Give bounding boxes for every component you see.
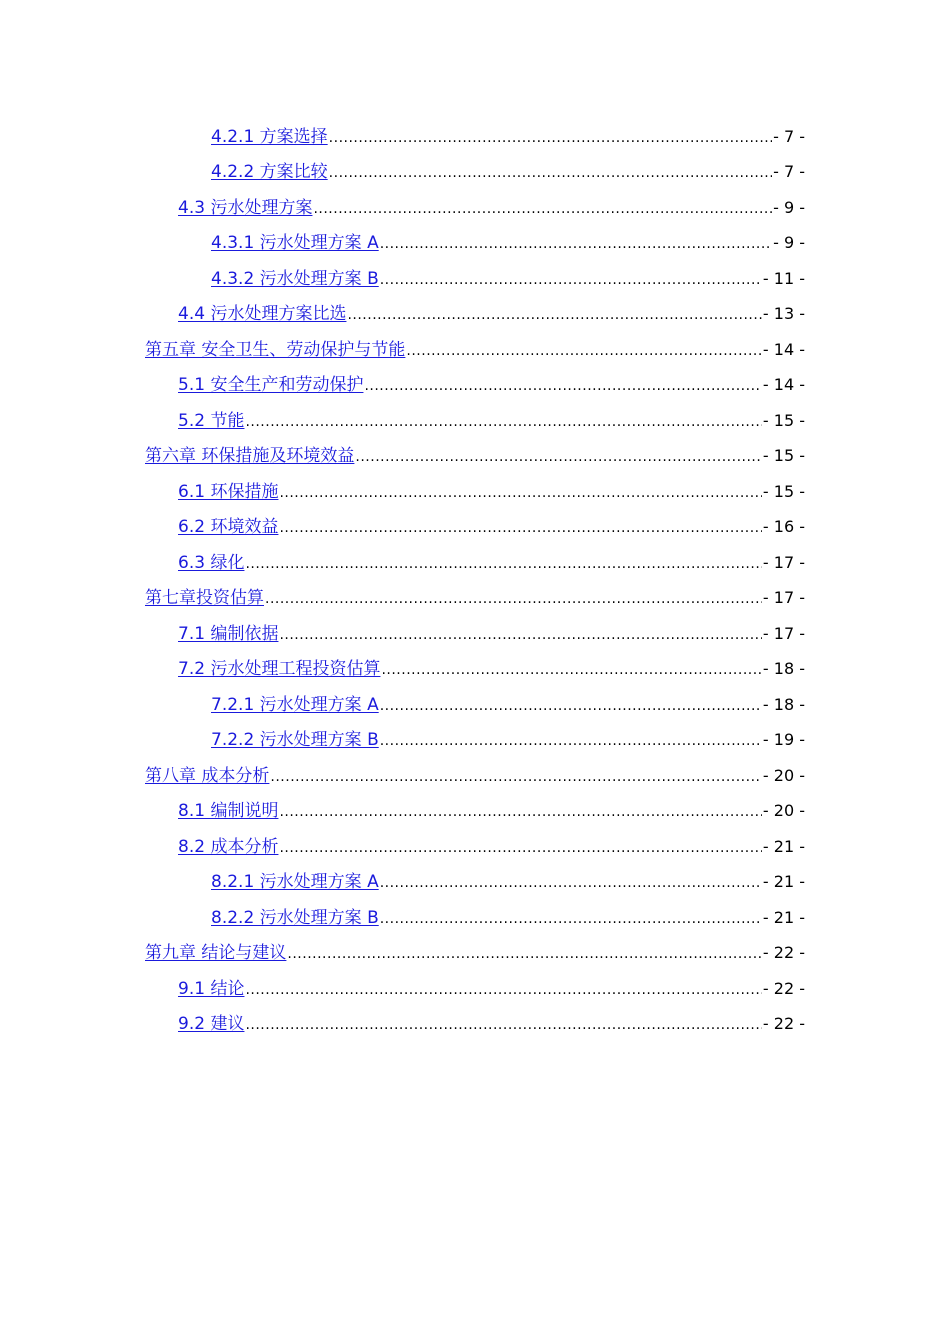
toc-entry[interactable]	[145, 722, 805, 758]
toc-entry-link[interactable]: 6.2 环境效益	[178, 517, 279, 537]
toc-entry-link[interactable]: 4.2.2 方案比较	[211, 162, 328, 182]
toc-page-number: - 14 -	[762, 375, 805, 394]
toc-page-number: - 11 -	[762, 268, 805, 288]
toc-entry-link[interactable]: 7.2.1 污水处理方案 A	[211, 694, 379, 715]
dot-leader	[381, 663, 761, 677]
toc-entry-link[interactable]: 7.2 污水处理工程投资估算	[178, 659, 381, 679]
toc-page-number: - 19 -	[762, 730, 805, 749]
dot-leader	[313, 202, 772, 216]
toc-entry[interactable]	[145, 580, 805, 616]
dot-leader	[279, 486, 761, 500]
dot-leader	[380, 734, 762, 748]
toc-entry-link[interactable]: 8.2.1 污水处理方案 A	[211, 872, 379, 892]
toc-page-number: - 9 -	[773, 233, 805, 252]
toc-page-number: - 15 -	[762, 481, 805, 501]
toc-entry[interactable]	[145, 970, 805, 1006]
dot-leader	[279, 628, 761, 642]
toc-entry-link[interactable]: 4.2.1 方案选择	[211, 126, 328, 147]
toc-entry-link[interactable]: 5.2 节能	[178, 410, 245, 431]
toc-page-number: - 7 -	[773, 162, 805, 181]
toc-entry-link[interactable]: 6.1 环保措施	[178, 481, 279, 502]
dot-leader	[380, 876, 762, 890]
toc-page-number: - 22 -	[762, 978, 805, 998]
toc-entry[interactable]	[145, 1006, 805, 1042]
dot-leader	[355, 450, 762, 464]
toc-entry-link[interactable]: 第六章 环保措施及环境效益	[145, 446, 355, 466]
toc-entry-link[interactable]: 4.3.2 污水处理方案 B	[211, 268, 379, 289]
toc-entry[interactable]	[145, 473, 805, 509]
toc-page-number: - 21 -	[762, 907, 805, 927]
toc-entry-link[interactable]: 4.4 污水处理方案比选	[178, 304, 347, 324]
dot-leader	[380, 273, 762, 287]
toc-page-number: - 18 -	[762, 659, 805, 678]
toc-entry-link[interactable]: 第七章投资估算	[145, 588, 264, 608]
dot-leader	[245, 415, 761, 429]
dot-leader	[406, 344, 762, 358]
toc-entry[interactable]	[145, 118, 805, 154]
dot-leader	[279, 805, 761, 819]
toc-entry[interactable]	[145, 296, 805, 332]
table-of-contents	[145, 118, 805, 1041]
toc-entry[interactable]	[145, 438, 805, 474]
toc-entry-link[interactable]: 8.1 编制说明	[178, 801, 279, 821]
toc-page-number: - 7 -	[773, 126, 805, 146]
toc-page-number: - 21 -	[762, 836, 805, 856]
dot-leader	[380, 237, 772, 251]
toc-page-number: - 15 -	[762, 410, 805, 430]
toc-page-number: - 22 -	[762, 943, 805, 962]
dot-leader	[380, 912, 762, 926]
toc-entry[interactable]	[145, 615, 805, 651]
toc-entry[interactable]	[145, 935, 805, 971]
dot-leader	[245, 983, 761, 997]
dot-leader	[245, 1018, 761, 1032]
toc-entry[interactable]	[145, 225, 805, 261]
toc-entry-link[interactable]: 第九章 结论与建议	[145, 943, 287, 963]
toc-entry[interactable]	[145, 154, 805, 190]
toc-page-number: - 20 -	[762, 801, 805, 820]
toc-page-number: - 15 -	[762, 446, 805, 465]
toc-entry[interactable]	[145, 651, 805, 687]
toc-page-number: - 17 -	[762, 623, 805, 643]
toc-entry-link[interactable]: 5.1 安全生产和劳动保护	[178, 375, 364, 395]
dot-leader	[380, 699, 762, 713]
toc-entry[interactable]	[145, 509, 805, 545]
toc-entry-link[interactable]: 4.3 污水处理方案	[178, 197, 313, 218]
toc-page-number: - 13 -	[762, 304, 805, 323]
toc-entry-link[interactable]: 8.2 成本分析	[178, 836, 279, 857]
dot-leader	[329, 131, 772, 145]
toc-page-number: - 16 -	[762, 517, 805, 536]
toc-entry[interactable]	[145, 793, 805, 829]
toc-page-number: - 14 -	[762, 339, 805, 359]
dot-leader	[279, 521, 761, 535]
toc-page-number: - 20 -	[762, 765, 805, 785]
toc-entry-link[interactable]: 7.2.2 污水处理方案 B	[211, 730, 379, 750]
toc-entry-link[interactable]: 第八章 成本分析	[145, 765, 270, 786]
dot-leader	[245, 557, 761, 571]
toc-entry[interactable]	[145, 189, 805, 225]
dot-leader	[364, 379, 761, 393]
toc-entry[interactable]	[145, 828, 805, 864]
toc-entry-link[interactable]: 6.3 绿化	[178, 552, 245, 573]
dot-leader	[347, 308, 761, 322]
toc-page-number: - 18 -	[762, 694, 805, 714]
toc-entry-link[interactable]: 第五章 安全卫生、劳动保护与节能	[145, 339, 406, 360]
dot-leader	[279, 841, 761, 855]
dot-leader	[287, 947, 762, 961]
toc-entry[interactable]	[145, 260, 805, 296]
toc-entry[interactable]	[145, 899, 805, 935]
toc-entry[interactable]	[145, 864, 805, 900]
toc-entry-link[interactable]: 9.2 建议	[178, 1014, 245, 1034]
toc-entry[interactable]	[145, 544, 805, 580]
toc-entry[interactable]	[145, 402, 805, 438]
toc-page-number: - 17 -	[762, 552, 805, 572]
toc-entry[interactable]	[145, 367, 805, 403]
toc-entry[interactable]	[145, 686, 805, 722]
toc-page-number: - 21 -	[762, 872, 805, 891]
toc-page-number: - 17 -	[762, 588, 805, 607]
dot-leader	[329, 166, 772, 180]
toc-entry-link[interactable]: 8.2.2 污水处理方案 B	[211, 907, 379, 928]
toc-page-number: - 22 -	[762, 1014, 805, 1033]
toc-entry-link[interactable]: 9.1 结论	[178, 978, 245, 999]
dot-leader	[270, 770, 762, 784]
toc-entry-link[interactable]: 7.1 编制依据	[178, 623, 279, 644]
toc-entry-link[interactable]: 4.3.1 污水处理方案 A	[211, 233, 379, 253]
toc-entry[interactable]	[145, 331, 805, 367]
toc-page-number: - 9 -	[773, 197, 805, 217]
toc-entry[interactable]	[145, 757, 805, 793]
dot-leader	[265, 592, 762, 606]
